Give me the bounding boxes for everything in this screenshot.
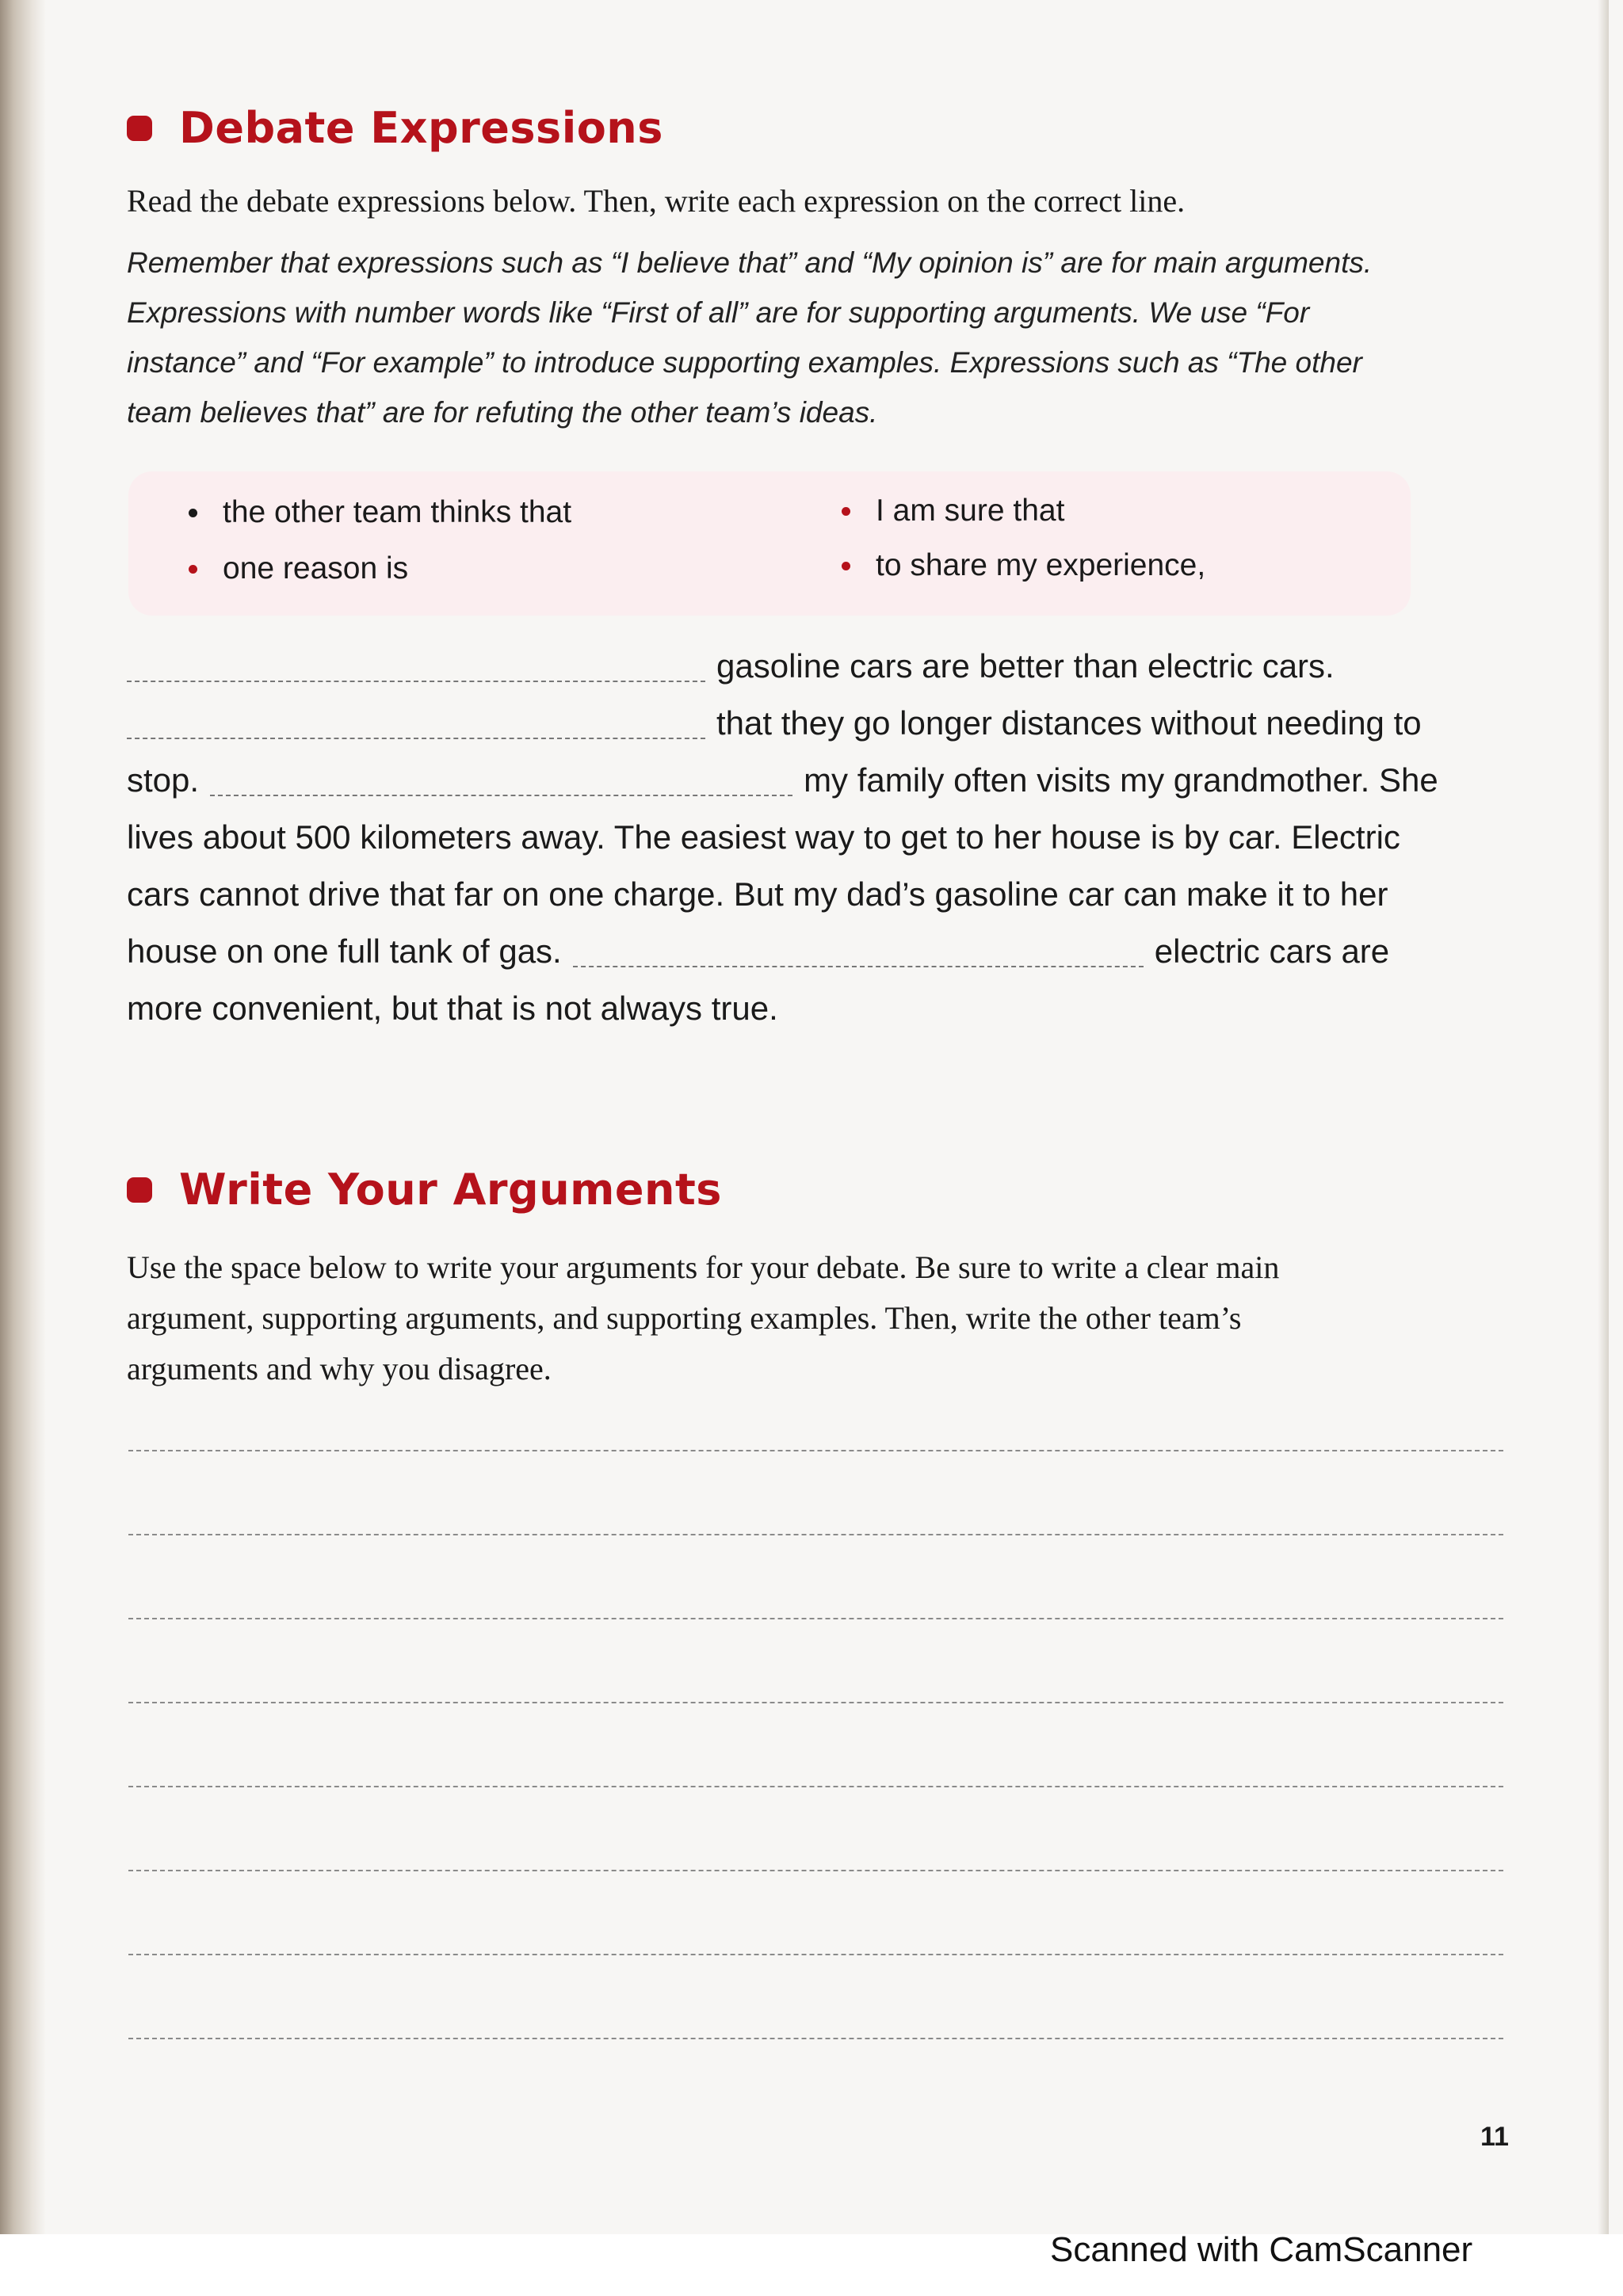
writing-line[interactable] bbox=[128, 1702, 1503, 1703]
word-box-item bbox=[189, 495, 571, 530]
answer-blank[interactable] bbox=[127, 681, 705, 682]
word-box-item bbox=[842, 494, 1064, 528]
section-heading-write-arguments bbox=[127, 1165, 722, 1215]
instruction-line: arguments and why you disagree. bbox=[127, 1351, 552, 1386]
writing-line[interactable] bbox=[128, 1954, 1503, 1955]
writing-line[interactable] bbox=[128, 1534, 1503, 1535]
passage-text: cars cannot drive that far on one charge. But my dad’s gasoline car can make it to her bbox=[127, 875, 1388, 913]
scan-watermark: Scanned with CamScanner bbox=[1050, 2230, 1473, 2269]
passage-line bbox=[127, 638, 1490, 695]
writing-line[interactable] bbox=[128, 1618, 1503, 1619]
answer-blank[interactable] bbox=[210, 795, 792, 796]
writing-line[interactable] bbox=[128, 1870, 1503, 1871]
passage-text: house on one full tank of gas. bbox=[127, 933, 562, 970]
word-box-item bbox=[189, 551, 408, 586]
bullet-icon bbox=[189, 509, 197, 517]
passage-text: gasoline cars are better than electric cars. bbox=[716, 647, 1335, 685]
passage-line bbox=[127, 866, 1490, 923]
section-title: Write Your Arguments bbox=[179, 1165, 722, 1215]
instruction-text bbox=[127, 1242, 1474, 1394]
instruction-text: Read the debate expressions below. Then, write each expression on the correct line. bbox=[127, 183, 1186, 219]
writing-line[interactable] bbox=[128, 1786, 1503, 1787]
word-box-item-label: one reason is bbox=[223, 551, 409, 585]
bullet-icon bbox=[189, 565, 197, 574]
note-line: Remember that expressions such as “I believe that” and “My opinion is” are for main arguments. bbox=[127, 246, 1373, 279]
page-number: 11 bbox=[1480, 2122, 1509, 2152]
passage-line bbox=[127, 809, 1490, 866]
fill-in-passage bbox=[127, 638, 1490, 1037]
passage-line bbox=[127, 695, 1490, 752]
writing-lines bbox=[128, 1450, 1503, 2122]
bullet-icon bbox=[842, 562, 850, 570]
word-box-item-label: to share my experience, bbox=[876, 548, 1206, 582]
instruction-line: argument, supporting arguments, and supporting examples. Then, write the other team’s bbox=[127, 1300, 1242, 1336]
note-line: instance” and “For example” to introduce supporting examples. Expressions such as “The other bbox=[127, 346, 1362, 379]
page-edge bbox=[1598, 0, 1609, 2234]
passage-text: more convenient, but that is not always true. bbox=[127, 990, 778, 1027]
section-marker-icon bbox=[127, 1177, 152, 1203]
passage-text: lives about 500 kilometers away. The easiest way to get to her house is by car. Electric bbox=[127, 818, 1400, 856]
writing-line[interactable] bbox=[128, 2038, 1503, 2039]
word-box-item bbox=[842, 548, 1205, 583]
passage-text: stop. bbox=[127, 761, 200, 799]
instruction-note bbox=[127, 238, 1474, 437]
word-box bbox=[128, 471, 1411, 616]
section-heading-debate-expressions bbox=[127, 103, 663, 153]
writing-line[interactable] bbox=[128, 1450, 1503, 1451]
answer-blank[interactable] bbox=[127, 738, 705, 739]
passage-text: that they go longer distances without needing to bbox=[716, 704, 1422, 742]
section-title: Debate Expressions bbox=[179, 103, 663, 153]
word-box-item-label: I am sure that bbox=[876, 494, 1065, 528]
passage-line bbox=[127, 923, 1490, 980]
passage-line bbox=[127, 752, 1490, 809]
book-spine-shadow bbox=[0, 0, 46, 2234]
answer-blank[interactable] bbox=[573, 966, 1144, 967]
passage-line bbox=[127, 980, 1490, 1037]
note-line: Expressions with number words like “First of all” are for supporting arguments. We use “For bbox=[127, 296, 1310, 329]
passage-text: my family often visits my grandmother. She bbox=[804, 761, 1438, 799]
word-box-item-label: the other team thinks that bbox=[223, 495, 572, 529]
note-line: team believes that” are for refuting the other team’s ideas. bbox=[127, 396, 878, 429]
passage-text: electric cars are bbox=[1154, 933, 1390, 970]
instruction-line: Use the space below to write your arguments for your debate. Be sure to write a clear main bbox=[127, 1249, 1280, 1285]
bullet-icon bbox=[842, 507, 850, 516]
section-marker-icon bbox=[127, 116, 152, 141]
